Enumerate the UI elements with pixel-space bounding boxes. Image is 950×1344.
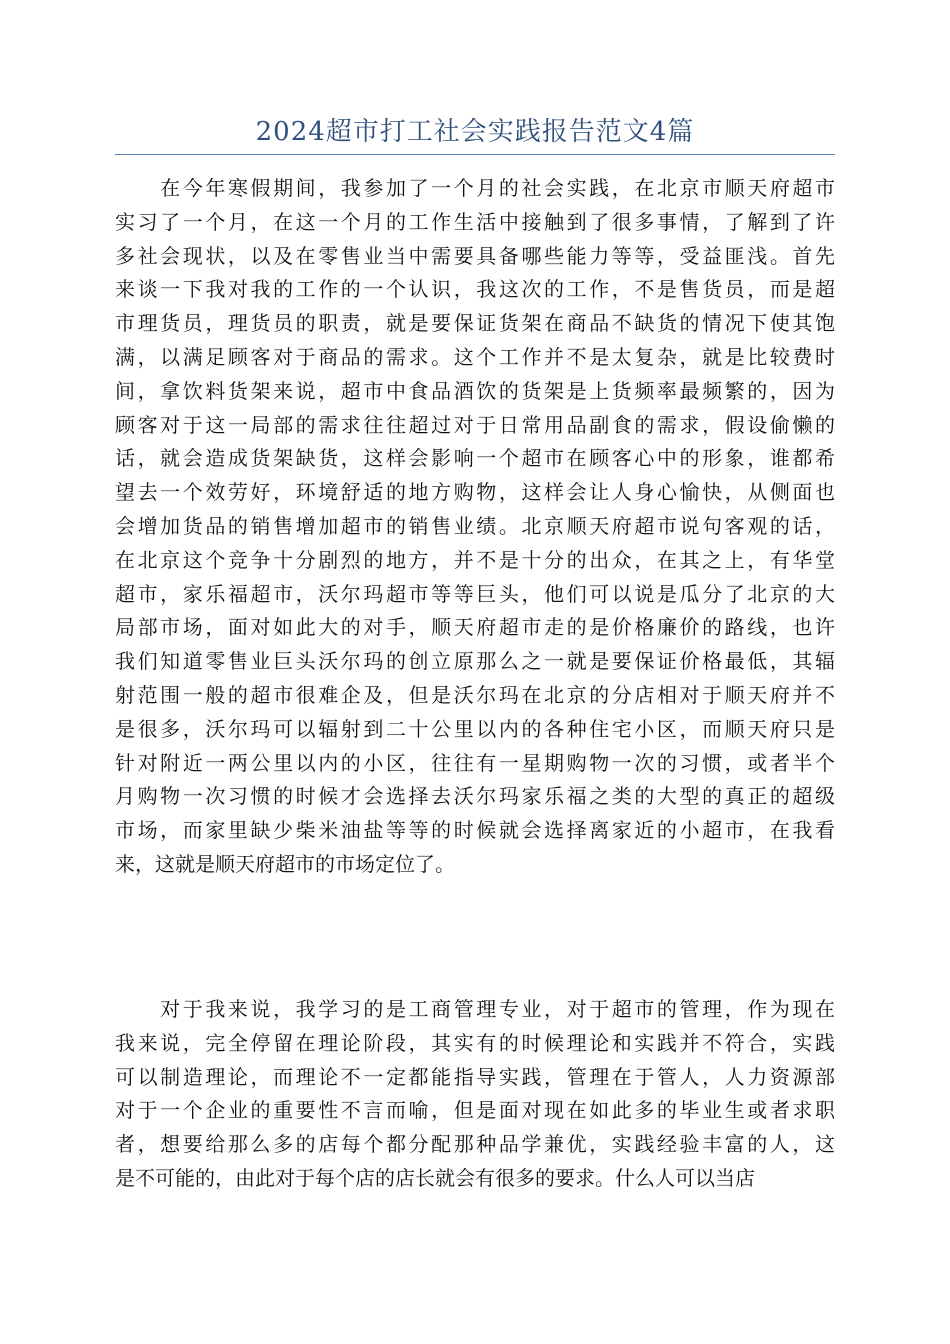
paragraph-line: 满，以满足顾客对于商品的需求。这个工作并不是太复杂，就是比较费时 bbox=[115, 344, 835, 369]
paragraph-line: 射范围一般的超市很难企及，但是沃尔玛在北京的分店相对于顺天府并不 bbox=[115, 682, 835, 707]
paragraph-line: 会增加货品的销售增加超市的销售业绩。北京顺天府超市说句客观的话， bbox=[115, 513, 835, 538]
paragraph-line: 对于我来说，我学习的是工商管理专业，对于超市的管理，作为现在 bbox=[115, 997, 835, 1021]
paragraph-line: 针对附近一两公里以内的小区，往往有一星期购物一次的习惯，或者半个 bbox=[115, 750, 835, 775]
paragraph-line: 是很多，沃尔玛可以辐射到二十公里以内的各种住宅小区，而顺天府只是 bbox=[115, 716, 835, 741]
paragraph-line: 来，这就是顺天府超市的市场定位了。 bbox=[115, 851, 455, 876]
document-title: 2024超市打工社会实践报告范文4篇 bbox=[255, 117, 695, 147]
paragraph-line: 话，就会造成货架缺货，这样会影响一个超市在顾客心中的形象，谁都希 bbox=[115, 446, 835, 471]
paragraph-line: 者，想要给那么多的店每个都分配那种品学兼优，实践经验丰富的人，这 bbox=[115, 1132, 835, 1157]
paragraph-line: 我来说，完全停留在理论阶段，其实有的时候理论和实践并不符合，实践 bbox=[115, 1030, 835, 1055]
paragraph-line: 顾客对于这一局部的需求往往超过对于日常用品副食的需求，假设偷懒的 bbox=[115, 412, 835, 437]
paragraph-line: 月购物一次习惯的时候才会选择去沃尔玛家乐福之类的大型的真正的超级 bbox=[115, 784, 835, 809]
paragraph-line: 市场，而家里缺少柴米油盐等等的时候就会选择离家近的小超市，在我看 bbox=[115, 818, 835, 843]
paragraph-line: 在北京这个竞争十分剧烈的地方，并不是十分的出众，在其之上，有华堂 bbox=[115, 547, 835, 572]
paragraph-line: 间，拿饮料货架来说，超市中食品酒饮的货架是上货频率最频繁的，因为 bbox=[115, 378, 835, 403]
paragraph-line: 可以制造理论，而理论不一定都能指导实践，管理在于管人，人力资源部 bbox=[115, 1064, 835, 1089]
paragraph-line: 来谈一下我对我的工作的一个认识，我这次的工作，不是售货员，而是超 bbox=[115, 277, 835, 302]
paragraph-line: 局部市场，面对如此大的对手，顺天府超市走的是价格廉价的路线，也许 bbox=[115, 615, 835, 640]
paragraph-line: 是不可能的，由此对于每个店的店长就会有很多的要求。什么人可以当店 bbox=[115, 1165, 755, 1190]
paragraph-line: 我们知道零售业巨头沃尔玛的创立原那么之一就是要保证价格最低，其辐 bbox=[115, 649, 835, 674]
paragraph-line: 望去一个效劳好，环境舒适的地方购物，这样会让人身心愉快，从侧面也 bbox=[115, 480, 835, 505]
paragraph-line: 对于一个企业的重要性不言而喻，但是面对现在如此多的毕业生或者求职 bbox=[115, 1098, 835, 1123]
paragraph-line: 在今年寒假期间，我参加了一个月的社会实践，在北京市顺天府超市 bbox=[115, 176, 835, 200]
body-paragraph-2 bbox=[115, 993, 835, 1196]
paragraph-line: 实习了一个月，在这一个月的工作生活中接触到了很多事情，了解到了许 bbox=[115, 209, 835, 234]
title-underline bbox=[115, 154, 835, 155]
paragraph-line: 超市，家乐福超市，沃尔玛超市等等巨头，他们可以说是瓜分了北京的大 bbox=[115, 581, 835, 606]
paragraph-line: 多社会现状，以及在零售业当中需要具备哪些能力等等，受益匪浅。首先 bbox=[115, 243, 835, 268]
body-paragraph-1 bbox=[115, 172, 835, 882]
paragraph-line: 市理货员，理货员的职责，就是要保证货架在商品不缺货的情况下使其饱 bbox=[115, 311, 835, 336]
